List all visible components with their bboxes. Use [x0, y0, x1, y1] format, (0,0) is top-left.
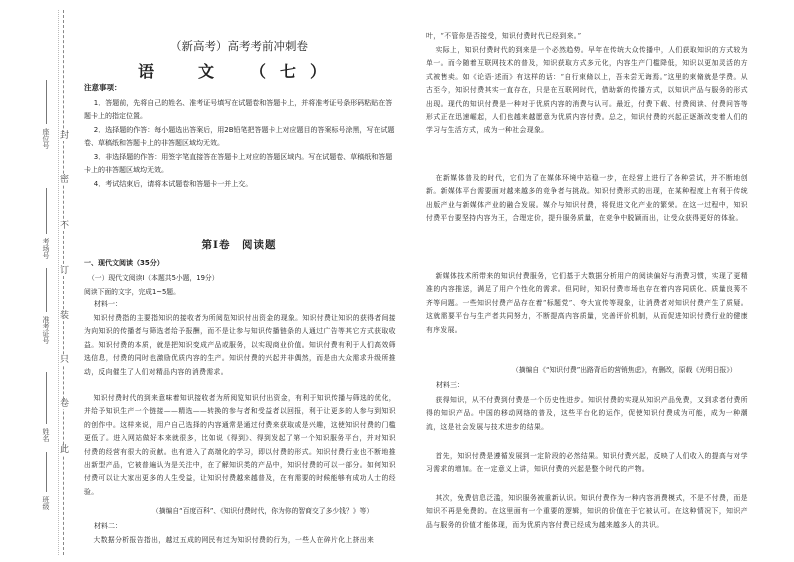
right-paragraph-6: 其次，免费信息泛滥，知识服务被重新认识。知识付费作为一种内容消费模式，不是不付费，而是知识不再是免费的。在这里面有一个重要的逻辑，知识的价值在于它被认可。在这种情况下，知识产品与服务的价值才能体现，而为优质内容付费已经成为越来越多人的共识。 [426, 494, 748, 529]
instruction: 阅读下面的文字，完成1~5题。 [84, 288, 180, 296]
class-line [46, 452, 47, 492]
exam-room-line [46, 188, 47, 234]
binding-char-5: 装 [60, 311, 70, 321]
material-1-paragraph-1: 知识付费指的主要指知识的接收者为所阅览知识付出资金的现象。知识付费让知识的获得者间接为向知识的传播者与筛选者给予报酬，而不是让参与知识传播链条的人通过广告等其它方式获取收益。知识付费的本质，就是把知识变成产品或服务，以实现商业价值。知识付费有利于人们高效筛选信息，付费的同时也激励优质内容的生产。知识付费的兴起并非偶然，而是由大众需求升级所推动，反向催生了人们对精品内容的消费需求。 [84, 314, 396, 376]
material-3-label: 材料三： [436, 381, 464, 389]
part-heading: 一、现代文阅读（35分） [84, 259, 164, 267]
right-paragraph-1: 实际上，知识付费时代的到来是一个必然趋势。早年在传统大众传播中，人们获取知识的方式较为单一。而今随着互联网技术的普及，知识获取方式多元化，内容生产门槛降低，知识以更加灵活的方式被售卖。如《论语·述而》有这样的话：“自行束脩以上，吾未尝无诲焉。”这里的束脩就是学费。从古至今，知识付费其实一直存在，只是在互联网时代，借助新的传播方式，以知识产品与服务的形式出现。现代的知识付费是一种对于优质内容的消费与认可。最近，付费下载、付费阅读、付费问答等形式正在迅速崛起，人们也越来越愿意为优质内容付费。总之，知识付费的兴起正逐渐改变着人们的学习与生活方式，成为一种社会现象。 [426, 46, 748, 135]
material-2-source: （摘编自《“知识付费”出路背后的营销焦虑》，有删改，原载《光明日报》） [512, 366, 737, 374]
material-1-source: （摘编自“百度百科”、《知识付费时代，你为你的智商交了多少钱？》等） [152, 507, 374, 515]
material-2-paragraph-1: 大数据分析报告指出，越过五成的网民有过为知识付费的行为，一些人在碎片化上挤出来 [93, 536, 375, 544]
subject-title: 语 文 （七） [137, 62, 340, 81]
exam-title: （新高考）高考考前冲刺卷 [170, 39, 308, 53]
right-paragraph-3: 新媒体技术所带来的知识付费服务，它们基于大数据分析用户的阅读偏好与消费习惯，实现了更精准的内容推送，满足了用户个性化的需求。但同时，知识付费市场也存在着内容同质化、质量良莠不齐等问题。一些知识付费产品存在着“标题党”、夸大宣传等现象，让消费者对知识付费产生了质疑。这就需要平台与生产者共同努力，不断提高内容质量，完善评价机制，从而促进知识付费行业的健康有序发展。 [426, 272, 748, 334]
material-1-paragraph-2: 知识付费时代的到来意味着知识接收者为所阅览知识付出资金，有利于知识传播与筛选的优化，并给予知识生产一个链接——精选——转换的参与者和受益者以回报，利于让更多的人参与到知识的创作中。这样来说，用户自己选择的内容通常是通过付费来获取或是兴趣，这使知识付费的门槛更低了。进入网站做好本来就很多，比如说《得到》、得到发起了第一个知识服务平台，并对知识付费的经营有很大的贡献。也有进入了高端化的学习，即以付费的形式。知识付费行业也不断地推出新型产品，它被普遍认为是关注中，在了解知识类的产品中，知识付费的可以一部分。如何知识付费可以让大家出更多的人生受益，让知识付费越来越普及，在有需要的时候能够有成功人士的经验。 [84, 394, 396, 496]
binding-char-3: 不 [60, 221, 70, 231]
material-1-label: 材料一： [94, 300, 122, 308]
admission-number-line [46, 268, 47, 312]
exam-room-label: 考场号 [42, 238, 50, 259]
note-2: 2．选择题的作答：每小题选出答案后，用2B铅笔把答题卡上对应题目的答案标号涂黑，写在试题卷、草稿纸和答题卡上的非答题区域均无效。 [84, 126, 395, 147]
right-paragraph-5: 首先，知识付费是遵循发展到一定阶段的必然结果。知识付费兴起，反映了人们收入的提高与对学习需求的增加。在一定意义上讲，知识付费的兴起是整个时代的产物。 [426, 452, 748, 474]
notes-title: 注意事项： [84, 83, 122, 92]
material-2-label: 材料二： [94, 522, 122, 530]
seat-number-label: 座位号 [42, 128, 50, 149]
binding-char-2: 密 [60, 175, 70, 185]
sub-heading: （一）现代文阅读Ⅰ（本题共5小题，19分） [88, 274, 219, 282]
admission-number-label: 准考证号 [42, 316, 50, 344]
binding-dotted-line [58, 10, 59, 555]
right-paragraph-2: 在新媒体普及的时代，它们为了在媒体环境中站稳一步，在经营上进行了各种尝试，并不断地创新。新媒体平台需要面对越来越多的竞争者与挑战。知识付费形式的出现，在某种程度上有利于传统出版产业与新媒体产业的融合发展。媒介与知识付费，将促进文化产业的繁荣。在这一过程中，知识付费平台要坚持内容为王，合理定价，提升服务质量，在竞争中脱颖而出，让受众获得更好的体验。 [426, 174, 748, 223]
right-paragraph-0: 叶，“不管你是否接受，知识付费时代已经到来。” [426, 32, 582, 40]
name-label: 姓名 [42, 428, 50, 442]
binding-char-6: 只 [60, 355, 70, 365]
binding-dashed-line [63, 10, 64, 555]
name-line [46, 372, 47, 424]
binding-char-7: 卷 [60, 399, 70, 409]
note-3: 3．非选择题的作答：用签字笔直接答在答题卡上对应的答题区域内。写在试题卷、草稿纸和答题卡上的非答题区域均无效。 [84, 153, 393, 174]
right-paragraph-4: 获得知识，从不付费到付费是一个历史性进步。知识付费的实现从知识产品免费，又到求者付费所得的知识产品。中国的移动网络的普及，这些平台化的运作，促使知识付费成为可能，成为一种潮流，这是社会发展与技术进步的结果。 [426, 396, 748, 431]
note-1: 1．答题前，先将自己的姓名、准考证号填写在试题卷和答题卡上，并将准考证号条形码粘贴在答题卡上的指定位置。 [84, 99, 393, 120]
binding-char-1: 封 [60, 131, 70, 141]
binding-char-8: 此 [60, 445, 70, 455]
seat-number-line [46, 80, 47, 124]
note-4: 4．考试结束后，请将本试题卷和答题卡一并上交。 [93, 180, 253, 188]
binding-char-4: 订 [60, 266, 70, 276]
section-title: 第Ⅰ卷 阅读题 [201, 239, 277, 251]
class-label: 班级 [42, 496, 50, 510]
